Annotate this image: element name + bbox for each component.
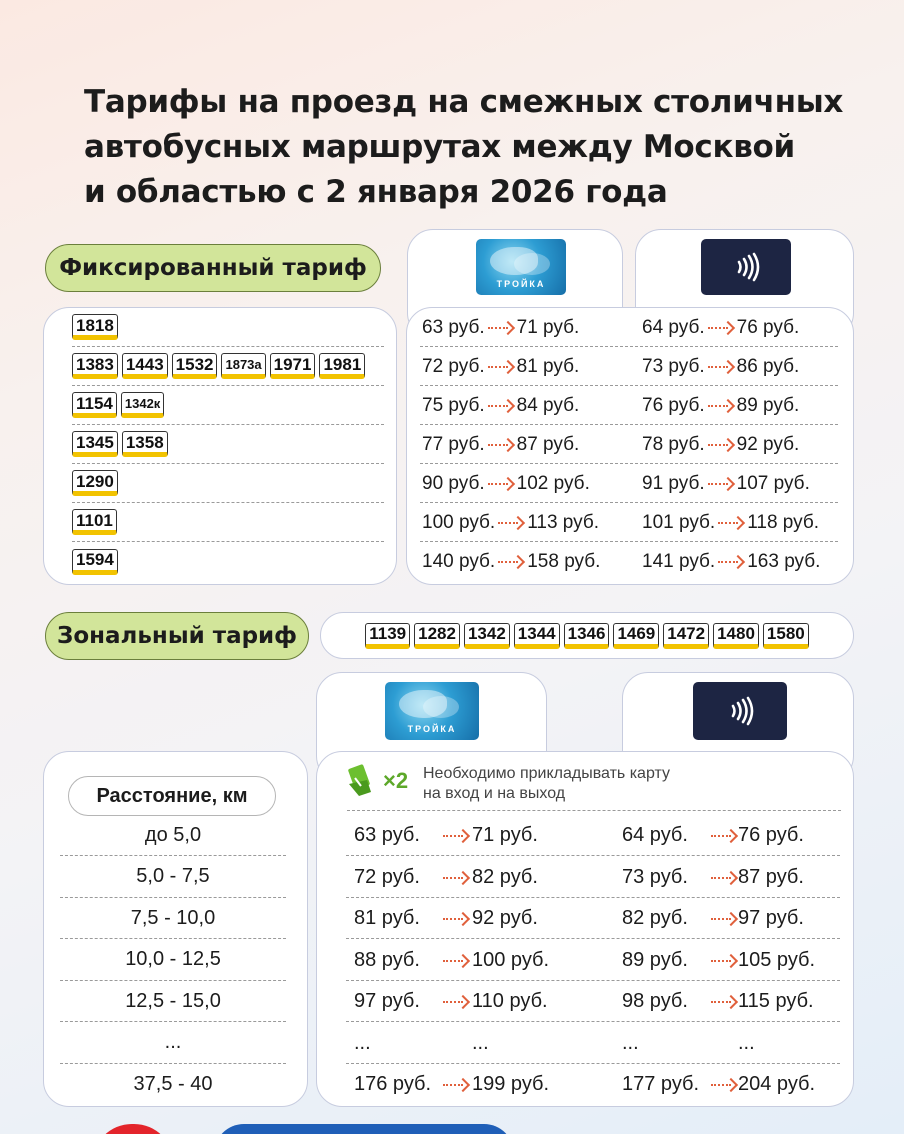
troika-card-label: ТРОЙКА [496,279,546,289]
troika-new-price: 110 руб. [472,990,548,1012]
arrow-icon [443,996,469,1008]
divider [347,810,841,811]
troika-new-price: 82 руб. [472,865,538,888]
route-plate: 1383 [72,353,118,379]
zonal-price-row [346,857,840,898]
troika-price [422,503,599,542]
fixed-price-row [420,308,838,347]
distance-row: 5,0 - 7,5 [60,857,286,898]
contactless-card-icon [693,682,787,740]
troika-price [422,347,579,386]
route-plate: 1290 [72,470,118,496]
troika-card-label: ТРОЙКА [407,724,457,734]
arrow-icon [488,361,514,373]
old-price: 72 руб. [422,355,485,377]
fixed-routes-row [72,542,384,581]
arrow-icon [711,1079,737,1091]
new-price: 158 руб. [527,550,601,572]
arrow-icon [711,996,737,1008]
tap-notice [423,764,670,804]
old-price: 77 руб. [422,433,485,455]
troika-price [422,425,579,464]
bottom-red-shape [92,1124,174,1134]
old-price: 141 руб. [642,550,716,572]
bank-card-price [642,542,820,581]
new-price: 76 руб. [736,316,800,338]
route-plate: 1443 [122,353,168,379]
arrow-icon [718,556,744,568]
fixed-price-row [420,542,838,581]
old-price: 101 руб. [642,511,716,533]
bank-new-price: 105 руб. [738,948,816,971]
arrow-icon [708,439,734,451]
old-price: 63 руб. [422,316,485,338]
zonal-price-row [346,898,840,939]
route-plate: 1480 [713,623,759,649]
route-plate: 1342к [121,392,164,418]
troika-old-price: 72 руб. [354,865,420,888]
route-plate: 1344 [514,623,560,649]
route-plate: 1139 [365,623,410,649]
troika-price [422,464,590,503]
troika-new-price: 100 руб. [472,948,550,971]
route-plate: 1971 [270,353,316,379]
bank-old-price: 82 руб. [622,907,688,929]
new-price: 89 руб. [736,394,800,416]
new-price: 87 руб. [516,433,580,455]
route-plate: 1342 [464,623,510,649]
zonal-price-row [346,815,840,856]
new-price: 84 руб. [516,394,580,416]
fixed-price-row [420,347,838,386]
troika-new-price: ... [472,1031,489,1054]
arrow-icon [443,1079,469,1091]
troika-new-price: 92 руб. [472,907,538,929]
arrow-icon [711,913,737,925]
notice-line: на вход и на выход [423,785,566,802]
bank-card-price [642,308,799,347]
old-price: 90 руб. [422,472,485,494]
arrow-icon [711,872,737,884]
fixed-tariff-label: Фиксированный тариф [45,244,381,292]
arrow-icon [711,955,737,967]
fixed-routes-row [72,503,384,542]
fixed-routes-row [72,386,384,425]
zonal-price-row [346,1023,840,1064]
arrow-icon [488,439,514,451]
bank-old-price: 73 руб. [622,865,688,888]
new-price: 163 руб. [747,550,821,572]
title-line: и областью с 2 января 2026 года [84,174,668,210]
bank-card-price [642,386,799,425]
route-plate: 1346 [564,623,610,649]
bank-card-price [642,425,799,464]
new-price: 102 руб. [516,472,590,494]
bank-old-price: 98 руб. [622,990,688,1012]
arrow-icon [498,556,524,568]
troika-card-icon [476,239,566,295]
bank-new-price: 204 руб. [738,1073,816,1095]
title-line: Тарифы на проезд на смежных столичных [84,84,844,120]
troika-old-price: 81 руб. [354,907,420,929]
bank-new-price: 76 руб. [738,824,804,846]
new-price: 113 руб. [527,511,600,533]
old-price: 140 руб. [422,550,496,572]
bank-card-price [642,464,810,503]
arrow-icon [488,478,514,490]
new-price: 118 руб. [747,511,820,533]
old-price: 76 руб. [642,394,705,416]
route-plate: 1981 [319,353,365,379]
route-plate: 1101 [72,509,117,535]
troika-price [422,386,579,425]
troika-card-icon [385,682,479,740]
old-price: 91 руб. [642,472,705,494]
troika-new-price: 199 руб. [472,1073,550,1095]
fixed-price-row [420,425,838,464]
route-plate: 1472 [663,623,709,649]
distance-row: до 5,0 [60,815,286,856]
arrow-icon [708,322,734,334]
troika-price [422,542,600,581]
zonal-tariff-label: Зональный тариф [45,612,309,660]
fixed-price-row [420,386,838,425]
old-price: 75 руб. [422,394,485,416]
notice-line: Необходимо прикладывать карту [423,765,670,782]
route-plate: 1580 [763,623,809,649]
new-price: 92 руб. [736,433,800,455]
arrow-icon [718,517,744,529]
bottom-blue-shape [214,1124,514,1134]
troika-old-price: ... [354,1031,371,1054]
bank-new-price: 115 руб. [738,990,814,1012]
fixed-price-row [420,464,838,503]
bank-old-price: 177 руб. [622,1073,700,1095]
title-line: автобусных маршрутах между Москвой [84,129,795,165]
zonal-price-row [346,1064,840,1105]
contactless-card-icon [701,239,791,295]
fixed-routes-row [72,464,384,503]
bank-new-price: 97 руб. [738,907,804,929]
troika-old-price: 63 руб. [354,824,420,846]
distance-header: Расстояние, км [68,776,276,816]
route-plate: 1532 [172,353,218,379]
fixed-price-row [420,503,838,542]
route-plate: 1873а [221,353,265,379]
route-plate: 1818 [72,314,118,340]
route-plate: 1358 [122,431,168,457]
new-price: 107 руб. [736,472,810,494]
old-price: 73 руб. [642,355,705,377]
bank-old-price: 89 руб. [622,948,688,971]
bank-card-price [642,347,799,386]
bank-old-price: ... [622,1031,639,1054]
route-plate: 1594 [72,549,118,575]
page-title [84,80,864,215]
old-price: 64 руб. [642,316,705,338]
route-plate: 1282 [414,623,460,649]
zonal-price-row [346,981,840,1022]
fixed-routes-row [72,347,384,386]
arrow-icon [708,400,734,412]
arrow-icon [488,322,514,334]
bank-new-price: ... [738,1031,755,1054]
route-plate: 1345 [72,431,118,457]
bank-card-price [642,503,819,542]
route-plate: 1469 [613,623,659,649]
new-price: 71 руб. [516,316,580,338]
arrow-icon [443,955,469,967]
new-price: 81 руб. [516,355,580,377]
arrow-icon [498,517,524,529]
troika-old-price: 97 руб. [354,990,420,1012]
arrow-icon [488,400,514,412]
old-price: 78 руб. [642,433,705,455]
distance-row: 7,5 - 10,0 [60,898,286,939]
zonal-price-row [346,940,840,981]
arrow-icon [708,361,734,373]
route-plate: 1154 [72,392,117,418]
arrow-icon [711,830,737,842]
arrow-icon [443,913,469,925]
zonal-routes-card [320,612,854,659]
troika-price [422,308,579,347]
arrow-icon [443,830,469,842]
arrow-icon [708,478,734,490]
distance-row: 37,5 - 40 [133,1073,213,1095]
bank-old-price: 64 руб. [622,824,688,846]
distance-row: 12,5 - 15,0 [60,981,286,1022]
bank-new-price: 87 руб. [738,865,804,888]
x2-label: ×2 [383,768,409,793]
arrow-icon [443,872,469,884]
fixed-routes-row [72,308,384,347]
troika-old-price: 88 руб. [354,948,420,971]
old-price: 100 руб. [422,511,496,533]
troika-new-price: 71 руб. [472,824,538,846]
new-price: 86 руб. [736,355,800,377]
fixed-routes-row [72,425,384,464]
troika-old-price: 176 руб. [354,1073,432,1095]
distance-row: ... [60,1023,286,1064]
distance-row: 10,0 - 12,5 [60,940,286,981]
